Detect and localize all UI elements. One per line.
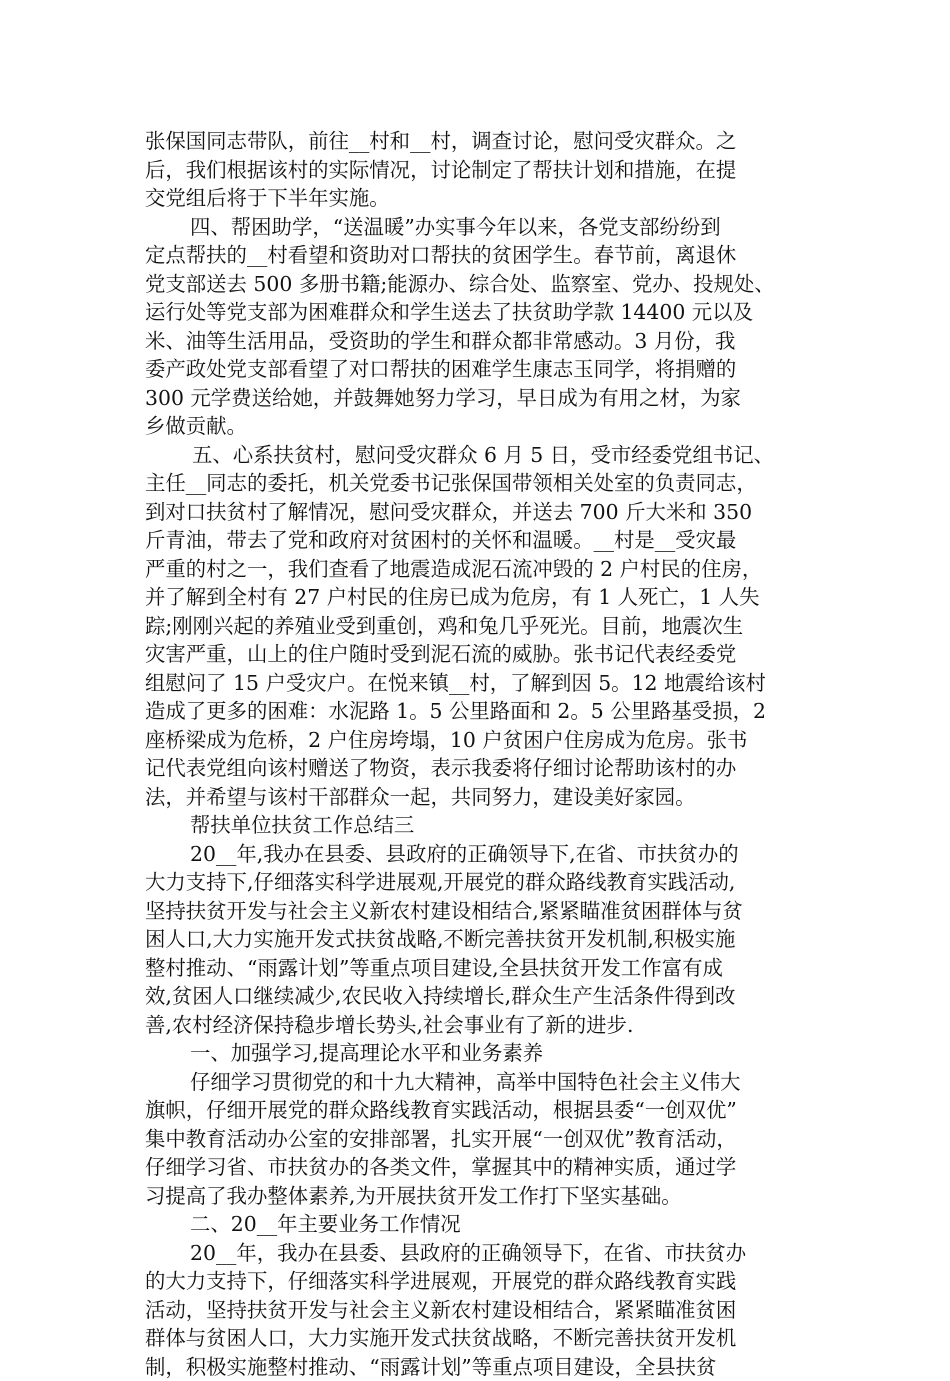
text-line: 斤青油，带去了党和政府对贫困村的关怀和温暖。__村是__受灾最 — [145, 528, 737, 552]
text-line: 群体与贫困人口，大力实施开发式扶贫战略，不断完善扶贫开发机 — [145, 1326, 737, 1350]
text-line: 组慰问了 15 户受灾户。在悦来镇__村，了解到因 5。12 地震给该村 — [145, 671, 766, 695]
text-line: 仔细学习省、市扶贫办的各类文件，掌握其中的精神实质，通过学 — [145, 1155, 737, 1179]
text-line: 乡做贡献。 — [145, 414, 247, 438]
text-line: 效,贫困人口继续减少,农民收入持续增长,群众生产生活条件得到改 — [145, 984, 736, 1008]
text-line: 五、心系扶贫村，慰问受灾群众 6 月 5 日，受市经委党组书记、 — [192, 443, 775, 467]
text-line: 记代表党组向该村赠送了物资，表示我委将仔细讨论帮助该村的办 — [145, 756, 737, 780]
text-line: 到对口扶贫村了解情况，慰问受灾群众，并送去 700 斤大米和 350 — [145, 500, 753, 524]
text-line: 法，并希望与该村干部群众一起，共同努力，建设美好家园。 — [145, 785, 696, 809]
text-line: 仔细学习贯彻党的和十九大精神，高举中国特色社会主义伟大 — [190, 1070, 741, 1094]
text-line: 20__年，我办在县委、县政府的正确领导下，在省、市扶贫办 — [190, 1241, 747, 1265]
text-line: 党支部送去 500 多册书籍;能源办、综合处、监察室、党办、投规处、 — [145, 272, 775, 296]
text-line: 张保国同志带队，前往__村和__村，调查讨论，慰问受灾群众。之 — [145, 129, 737, 153]
text-line: 活动，坚持扶贫开发与社会主义新农村建设相结合，紧紧瞄准贫困 — [145, 1298, 737, 1322]
text-line: 定点帮扶的__村看望和资助对口帮扶的贫困学生。春节前，离退休 — [145, 243, 737, 267]
text-line: 坚持扶贫开发与社会主义新农村建设相结合,紧紧瞄准贫困群体与贫 — [145, 899, 743, 923]
text-line: 善,农村经济保持稳步增长势头,社会事业有了新的进步. — [145, 1013, 634, 1037]
text-line: 习提高了我办整体素养,为开展扶贫开发工作打下坚实基础。 — [145, 1184, 682, 1208]
text-line: 四、帮困助学，“送温暖”办实事今年以来，各党支部纷纷到 — [190, 215, 721, 239]
text-line: 座桥梁成为危桥，2 户住房垮塌，10 户贫困户住房成为危房。张书 — [145, 728, 748, 752]
text-line: 并了解到全村有 27 户村民的住房已成为危房，有 1 人死亡，1 人失 — [145, 585, 760, 609]
text-line: 集中教育活动办公室的安排部署，扎实开展“一创双优”教育活动， — [145, 1127, 737, 1151]
text-line: 的大力支持下，仔细落实科学进展观，开展党的群众路线教育实践 — [145, 1269, 737, 1293]
text-line: 大力支持下,仔细落实科学进展观,开展党的群众路线教育实践活动, — [145, 870, 736, 894]
text-line: 运行处等党支部为困难群众和学生送去了扶贫助学款 14400 元以及 — [145, 300, 753, 324]
text-line: 后，我们根据该村的实际情况，讨论制定了帮扶计划和措施，在提 — [145, 158, 737, 182]
text-line: 交党组后将于下半年实施。 — [145, 186, 390, 210]
text-line: 踪;刚刚兴起的养殖业受到重创，鸡和兔几乎死光。目前，地震次生 — [145, 614, 744, 638]
text-line: 整村推动、“雨露计划”等重点项目建设,全县扶贫开发工作富有成 — [145, 956, 723, 980]
text-line: 旗帜，仔细开展党的群众路线教育实践活动，根据县委“一创双优” — [145, 1098, 737, 1122]
text-line: 制，积极实施整村推动、“雨露计划”等重点项目建设，全县扶贫 — [145, 1355, 717, 1379]
text-line: 米、油等生活用品，受资助的学生和群众都非常感动。3 月份，我 — [145, 329, 736, 353]
text-line: 20__年,我办在县委、县政府的正确领导下,在省、市扶贫办的 — [190, 842, 739, 866]
text-line: 一、加强学习,提高理论水平和业务素养 — [190, 1041, 544, 1065]
text-line: 严重的村之一，我们查看了地震造成泥石流冲毁的 2 户村民的住房， — [145, 557, 763, 581]
text-line: 委产政处党支部看望了对口帮扶的困难学生康志玉同学，将捐赠的 — [145, 357, 737, 381]
text-line: 主任__同志的委托，机关党委书记张保国带领相关处室的负责同志， — [145, 471, 757, 495]
text-line: 灾害严重，山上的住户随时受到泥石流的威胁。张书记代表经委党 — [145, 642, 737, 666]
text-line: 300 元学费送给她，并鼓舞她努力学习，早日成为有用之材，为家 — [145, 386, 741, 410]
text-line: 帮扶单位扶贫工作总结三 — [190, 813, 415, 837]
text-line: 造成了更多的困难：水泥路 1。5 公里路面和 2。5 公里路基受损，2 — [145, 699, 766, 723]
text-line: 困人口,大力实施开发式扶贫战略,不断完善扶贫开发机制,积极实施 — [145, 927, 736, 951]
text-line: 二、20__年主要业务工作情况 — [190, 1212, 461, 1236]
